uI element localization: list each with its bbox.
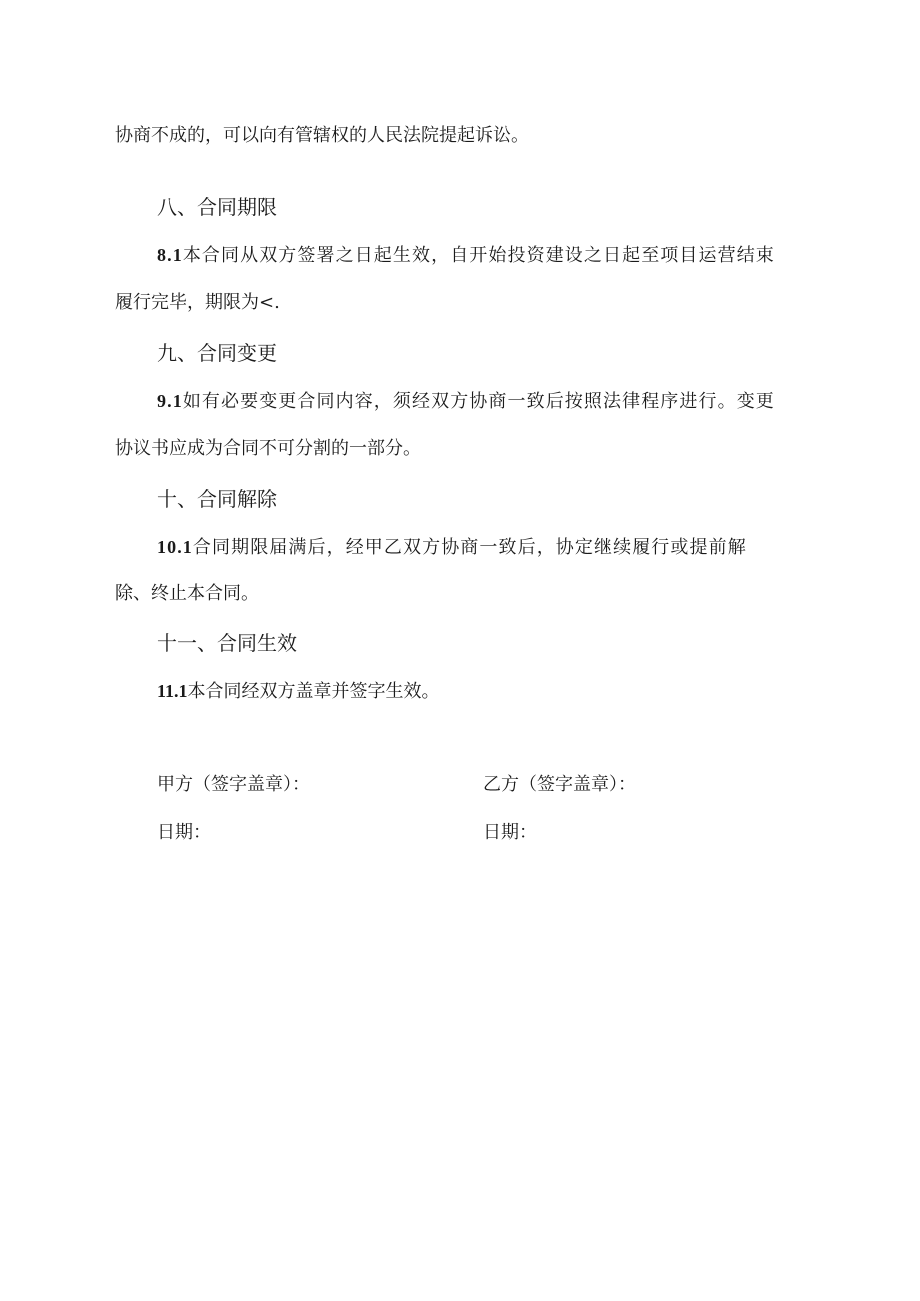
- section-heading-10: 十、合同解除: [157, 487, 277, 511]
- section-heading-9: 九、合同变更: [157, 341, 277, 365]
- clause-9-1-line-1: [157, 389, 775, 414]
- clause-9-1-line-2: 协议书应成为合同不可分割的一部分。: [115, 438, 421, 459]
- clause-number: 9.1: [157, 391, 183, 411]
- clause-text: 本合同经双方盖章并签字生效。: [187, 681, 440, 702]
- clause-11-1-line-1: [157, 679, 440, 704]
- clause-8-1-line-1: [157, 243, 775, 268]
- section-heading-8: 八、合同期限: [157, 195, 277, 219]
- clause-number: 10.1: [157, 537, 193, 557]
- clause-text: 如有必要变更合同内容，须经双方协商一致后按照法律程序进行。变更: [182, 391, 775, 412]
- party-b-signature-label: 乙方（签字盖章）：: [483, 774, 636, 795]
- party-a-signature-label: 甲方（签字盖章）：: [157, 774, 310, 795]
- party-b-date-label: 日期：: [483, 822, 537, 843]
- clause-10-1-line-2: 除、终止本合同。: [115, 583, 259, 604]
- section-heading-11: 十一、合同生效: [157, 631, 297, 655]
- party-a-date-label: 日期：: [157, 822, 211, 843]
- clause-10-1-line-1: [157, 535, 747, 560]
- clause-number: 8.1: [157, 245, 183, 265]
- clause-number: 11.1: [157, 681, 188, 701]
- clause-8-1-line-2: 履行完毕，期限为<.: [115, 292, 280, 313]
- continued-paragraph-line: 协商不成的，可以向有管辖权的人民法院提起诉讼。: [115, 125, 529, 146]
- clause-text: 合同期限届满后，经甲乙双方协商一致后，协定继续履行或提前解: [192, 537, 747, 558]
- clause-text: 本合同从双方签署之日起生效，自开始投资建设之日起至项目运营结束: [182, 245, 775, 266]
